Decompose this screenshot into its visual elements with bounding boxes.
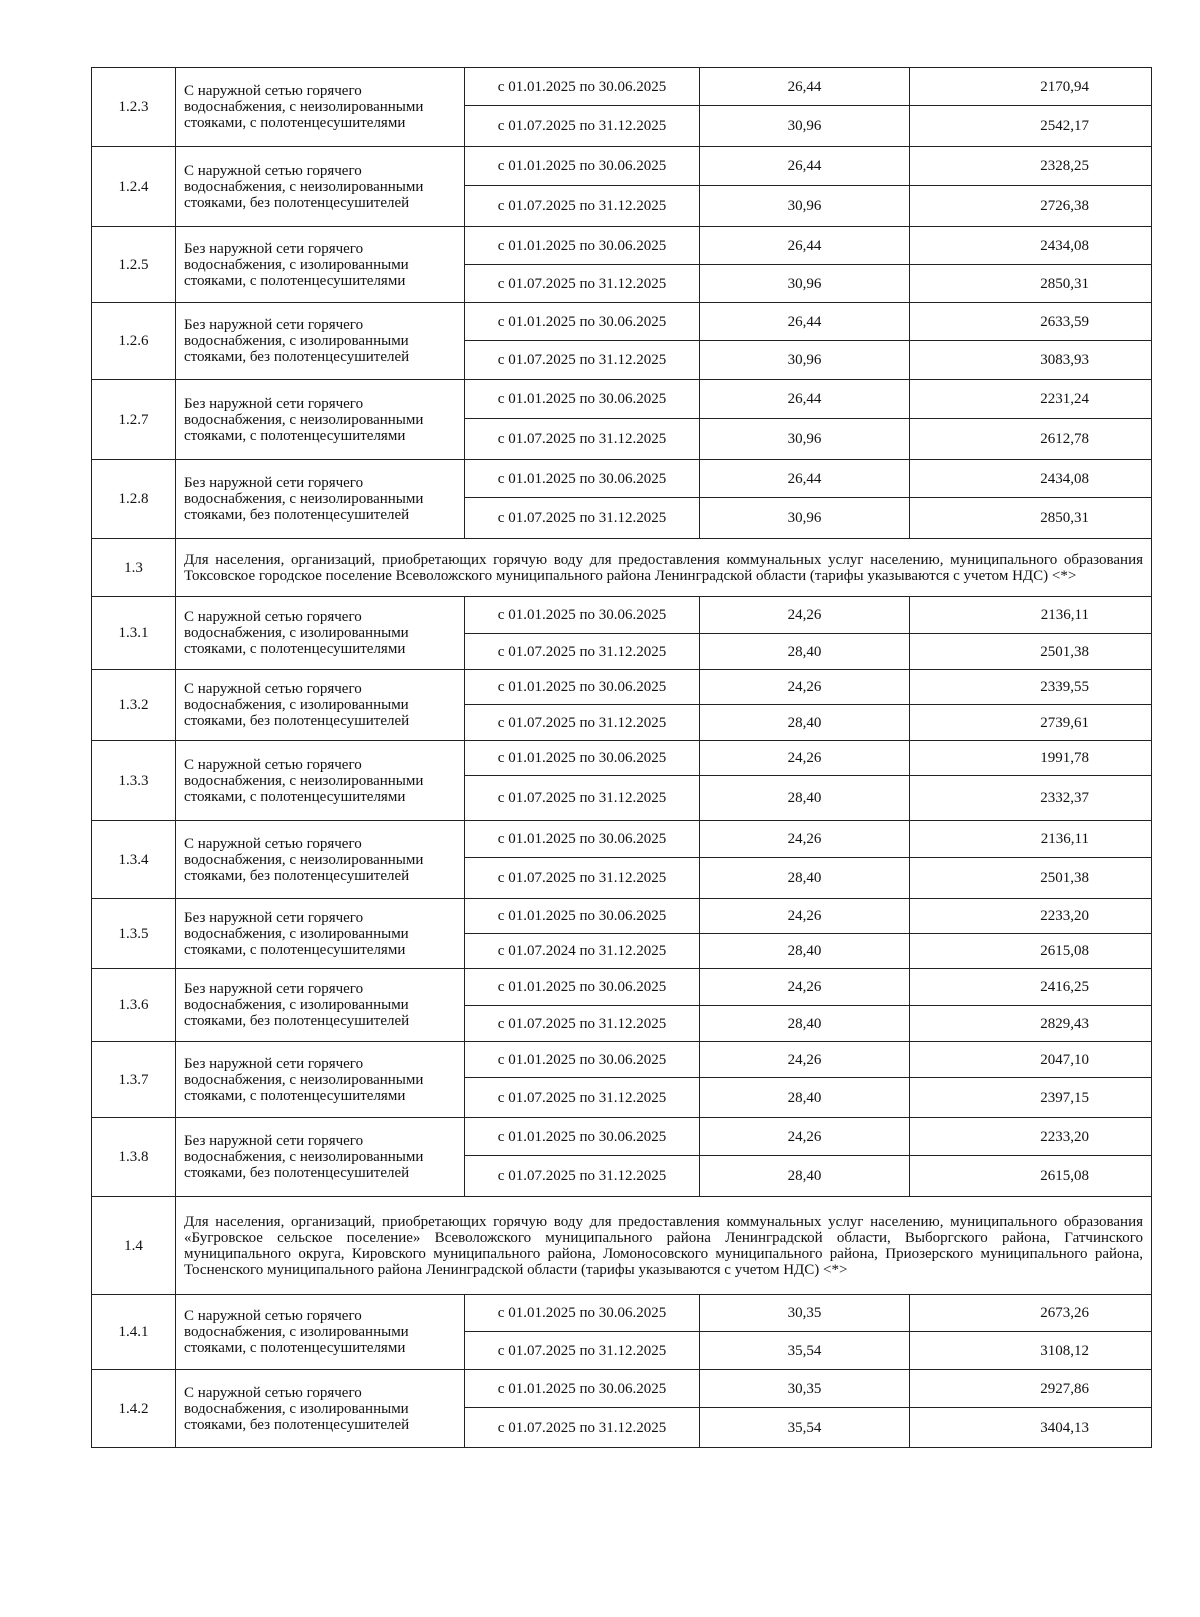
tariff-value-2: 2739,61 <box>910 705 1152 741</box>
period-cell: с 01.01.2025 по 30.06.2025 <box>465 1295 700 1332</box>
tariff-value: 35,54 <box>700 1408 910 1448</box>
tariff-value-2: 3108,12 <box>910 1332 1152 1370</box>
item-description: С наружной сетью горячего водоснабжения, с изолированными стояками, без полотенцесушителей <box>176 1370 465 1448</box>
period-cell: с 01.07.2025 по 31.12.2025 <box>465 341 700 380</box>
item-number: 1.3.5 <box>92 899 176 969</box>
period-cell: с 01.07.2025 по 31.12.2025 <box>465 186 700 227</box>
tariff-value: 28,40 <box>700 1156 910 1197</box>
tariff-row <box>92 821 1152 858</box>
tariff-value: 30,35 <box>700 1295 910 1332</box>
tariff-value: 30,35 <box>700 1370 910 1408</box>
tariff-value-2: 2673,26 <box>910 1295 1152 1332</box>
tariff-value: 28,40 <box>700 1078 910 1118</box>
tariff-row <box>92 227 1152 265</box>
tariff-value: 24,26 <box>700 741 910 776</box>
tariff-value-2: 2615,08 <box>910 934 1152 969</box>
tariff-value-2: 2612,78 <box>910 419 1152 460</box>
tariff-value-2: 1991,78 <box>910 741 1152 776</box>
tariff-value: 28,40 <box>700 1006 910 1042</box>
tariff-row <box>92 1295 1152 1332</box>
tariff-value: 28,40 <box>700 934 910 969</box>
tariff-value: 26,44 <box>700 303 910 341</box>
period-cell: с 01.07.2025 по 31.12.2025 <box>465 858 700 899</box>
period-cell: с 01.07.2025 по 31.12.2025 <box>465 265 700 303</box>
tariff-value: 28,40 <box>700 776 910 821</box>
tariff-value: 35,54 <box>700 1332 910 1370</box>
period-cell: с 01.01.2025 по 30.06.2025 <box>465 1042 700 1078</box>
period-cell: с 01.07.2025 по 31.12.2025 <box>465 1156 700 1197</box>
section-number: 1.4 <box>92 1197 176 1295</box>
tariff-row <box>92 899 1152 934</box>
item-number: 1.2.8 <box>92 460 176 539</box>
tariff-value: 26,44 <box>700 380 910 419</box>
tariff-value-2: 2170,94 <box>910 68 1152 106</box>
tariff-row <box>92 380 1152 419</box>
tariff-value: 30,96 <box>700 498 910 539</box>
tariff-value: 24,26 <box>700 969 910 1006</box>
tariff-row <box>92 741 1152 776</box>
period-cell: с 01.01.2025 по 30.06.2025 <box>465 68 700 106</box>
tariff-table <box>91 67 1152 1448</box>
tariff-value: 30,96 <box>700 106 910 147</box>
item-description: С наружной сетью горячего водоснабжения, с изолированными стояками, без полотенцесушителей <box>176 670 465 741</box>
tariff-value: 30,96 <box>700 341 910 380</box>
item-description: С наружной сетью горячего водоснабжения, с неизолированными стояками, без полотенцесушителей <box>176 821 465 899</box>
tariff-value: 26,44 <box>700 460 910 498</box>
item-description: С наружной сетью горячего водоснабжения, с изолированными стояками, с полотенцесушителями <box>176 597 465 670</box>
item-number: 1.3.1 <box>92 597 176 670</box>
tariff-row <box>92 460 1152 498</box>
tariff-value: 28,40 <box>700 634 910 670</box>
tariff-value: 28,40 <box>700 705 910 741</box>
tariff-value: 24,26 <box>700 1118 910 1156</box>
tariff-value: 30,96 <box>700 265 910 303</box>
item-description: Без наружной сети горячего водоснабжения, с изолированными стояками, с полотенцесушителями <box>176 899 465 969</box>
period-cell: с 01.01.2025 по 30.06.2025 <box>465 741 700 776</box>
tariff-value-2: 3404,13 <box>910 1408 1152 1448</box>
tariff-value-2: 2136,11 <box>910 597 1152 634</box>
section-row <box>92 539 1152 597</box>
period-cell: с 01.01.2025 по 30.06.2025 <box>465 147 700 186</box>
section-title: Для населения, организаций, приобретающих горячую воду для предоставления коммунальных услуг населению, муниципального образования «Бугровское сельское поселение» Всеволожского муниципального района Ленинградской области, Выборгского района, Гатчинского муниципального округа, Кировского муниципального района, Ломоносовского муниципального района, Приозерского муниципального района, Тосненского муниципального района Ленинградской области (тарифы указываются с учетом НДС) <*> <box>176 1197 1152 1295</box>
period-cell: с 01.07.2024 по 31.12.2025 <box>465 934 700 969</box>
item-number: 1.2.4 <box>92 147 176 227</box>
tariff-value-2: 2829,43 <box>910 1006 1152 1042</box>
item-description: Без наружной сети горячего водоснабжения, с изолированными стояками, без полотенцесушителей <box>176 303 465 380</box>
item-description: Без наружной сети горячего водоснабжения, с неизолированными стояками, с полотенцесушителями <box>176 1042 465 1118</box>
tariff-value-2: 2927,86 <box>910 1370 1152 1408</box>
tariff-row <box>92 68 1152 106</box>
tariff-value-2: 2434,08 <box>910 227 1152 265</box>
item-number: 1.2.5 <box>92 227 176 303</box>
period-cell: с 01.07.2025 по 31.12.2025 <box>465 1078 700 1118</box>
tariff-value-2: 2501,38 <box>910 634 1152 670</box>
tariff-value-2: 2233,20 <box>910 899 1152 934</box>
tariff-value-2: 2047,10 <box>910 1042 1152 1078</box>
tariff-value: 24,26 <box>700 899 910 934</box>
item-number: 1.3.4 <box>92 821 176 899</box>
tariff-value-2: 2332,37 <box>910 776 1152 821</box>
item-description: Без наружной сети горячего водоснабжения, с изолированными стояками, без полотенцесушителей <box>176 969 465 1042</box>
period-cell: с 01.01.2025 по 30.06.2025 <box>465 227 700 265</box>
item-description: Без наружной сети горячего водоснабжения, с неизолированными стояками, без полотенцесушителей <box>176 1118 465 1197</box>
period-cell: с 01.07.2025 по 31.12.2025 <box>465 705 700 741</box>
section-row <box>92 1197 1152 1295</box>
tariff-value: 24,26 <box>700 1042 910 1078</box>
period-cell: с 01.07.2025 по 31.12.2025 <box>465 498 700 539</box>
period-cell: с 01.07.2025 по 31.12.2025 <box>465 634 700 670</box>
item-description: Без наружной сети горячего водоснабжения, с изолированными стояками, с полотенцесушителями <box>176 227 465 303</box>
period-cell: с 01.07.2025 по 31.12.2025 <box>465 1332 700 1370</box>
tariff-value-2: 3083,93 <box>910 341 1152 380</box>
period-cell: с 01.01.2025 по 30.06.2025 <box>465 597 700 634</box>
tariff-value-2: 2542,17 <box>910 106 1152 147</box>
item-description: Без наружной сети горячего водоснабжения, с неизолированными стояками, без полотенцесушителей <box>176 460 465 539</box>
tariff-row <box>92 597 1152 634</box>
item-number: 1.3.2 <box>92 670 176 741</box>
item-number: 1.2.7 <box>92 380 176 460</box>
item-description: С наружной сетью горячего водоснабжения, с неизолированными стояками, с полотенцесушителями <box>176 741 465 821</box>
section-title: Для населения, организаций, приобретающих горячую воду для предоставления коммунальных услуг населению, муниципального образования Токсовское городское поселение Всеволожского муниципального района Ленинградской области (тарифы указываются с учетом НДС) <*> <box>176 539 1152 597</box>
item-description: Без наружной сети горячего водоснабжения, с неизолированными стояками, с полотенцесушителями <box>176 380 465 460</box>
tariff-value-2: 2633,59 <box>910 303 1152 341</box>
item-number: 1.3.3 <box>92 741 176 821</box>
tariff-value-2: 2233,20 <box>910 1118 1152 1156</box>
item-number: 1.4.1 <box>92 1295 176 1370</box>
tariff-value-2: 2339,55 <box>910 670 1152 705</box>
item-number: 1.2.6 <box>92 303 176 380</box>
tariff-value: 30,96 <box>700 186 910 227</box>
item-description: С наружной сетью горячего водоснабжения, с неизолированными стояками, без полотенцесушителей <box>176 147 465 227</box>
period-cell: с 01.07.2025 по 31.12.2025 <box>465 776 700 821</box>
period-cell: с 01.07.2025 по 31.12.2025 <box>465 106 700 147</box>
tariff-row <box>92 147 1152 186</box>
tariff-value-2: 2615,08 <box>910 1156 1152 1197</box>
tariff-value-2: 2231,24 <box>910 380 1152 419</box>
tariff-table-body <box>92 68 1152 1448</box>
tariff-value-2: 2726,38 <box>910 186 1152 227</box>
tariff-value: 24,26 <box>700 821 910 858</box>
period-cell: с 01.01.2025 по 30.06.2025 <box>465 1370 700 1408</box>
tariff-row <box>92 1042 1152 1078</box>
period-cell: с 01.01.2025 по 30.06.2025 <box>465 969 700 1006</box>
period-cell: с 01.07.2025 по 31.12.2025 <box>465 419 700 460</box>
item-number: 1.3.7 <box>92 1042 176 1118</box>
period-cell: с 01.07.2025 по 31.12.2025 <box>465 1006 700 1042</box>
tariff-value-2: 2136,11 <box>910 821 1152 858</box>
item-description: С наружной сетью горячего водоснабжения, с неизолированными стояками, с полотенцесушителями <box>176 68 465 147</box>
tariff-row <box>92 670 1152 705</box>
item-number: 1.3.8 <box>92 1118 176 1197</box>
tariff-value-2: 2416,25 <box>910 969 1152 1006</box>
tariff-row <box>92 969 1152 1006</box>
section-number: 1.3 <box>92 539 176 597</box>
period-cell: с 01.01.2025 по 30.06.2025 <box>465 670 700 705</box>
period-cell: с 01.01.2025 по 30.06.2025 <box>465 899 700 934</box>
period-cell: с 01.01.2025 по 30.06.2025 <box>465 303 700 341</box>
tariff-value-2: 2328,25 <box>910 147 1152 186</box>
tariff-value-2: 2397,15 <box>910 1078 1152 1118</box>
tariff-value: 26,44 <box>700 68 910 106</box>
tariff-value-2: 2501,38 <box>910 858 1152 899</box>
period-cell: с 01.01.2025 по 30.06.2025 <box>465 821 700 858</box>
tariff-row <box>92 1370 1152 1408</box>
item-number: 1.2.3 <box>92 68 176 147</box>
tariff-value: 26,44 <box>700 227 910 265</box>
item-number: 1.4.2 <box>92 1370 176 1448</box>
period-cell: с 01.01.2025 по 30.06.2025 <box>465 380 700 419</box>
item-description: С наружной сетью горячего водоснабжения, с изолированными стояками, с полотенцесушителями <box>176 1295 465 1370</box>
tariff-value: 28,40 <box>700 858 910 899</box>
tariff-value: 30,96 <box>700 419 910 460</box>
tariff-value: 24,26 <box>700 670 910 705</box>
tariff-row <box>92 1118 1152 1156</box>
item-number: 1.3.6 <box>92 969 176 1042</box>
tariff-value: 24,26 <box>700 597 910 634</box>
tariff-value: 26,44 <box>700 147 910 186</box>
period-cell: с 01.07.2025 по 31.12.2025 <box>465 1408 700 1448</box>
tariff-value-2: 2850,31 <box>910 265 1152 303</box>
period-cell: с 01.01.2025 по 30.06.2025 <box>465 460 700 498</box>
tariff-value-2: 2850,31 <box>910 498 1152 539</box>
tariff-row <box>92 303 1152 341</box>
tariff-value-2: 2434,08 <box>910 460 1152 498</box>
period-cell: с 01.01.2025 по 30.06.2025 <box>465 1118 700 1156</box>
